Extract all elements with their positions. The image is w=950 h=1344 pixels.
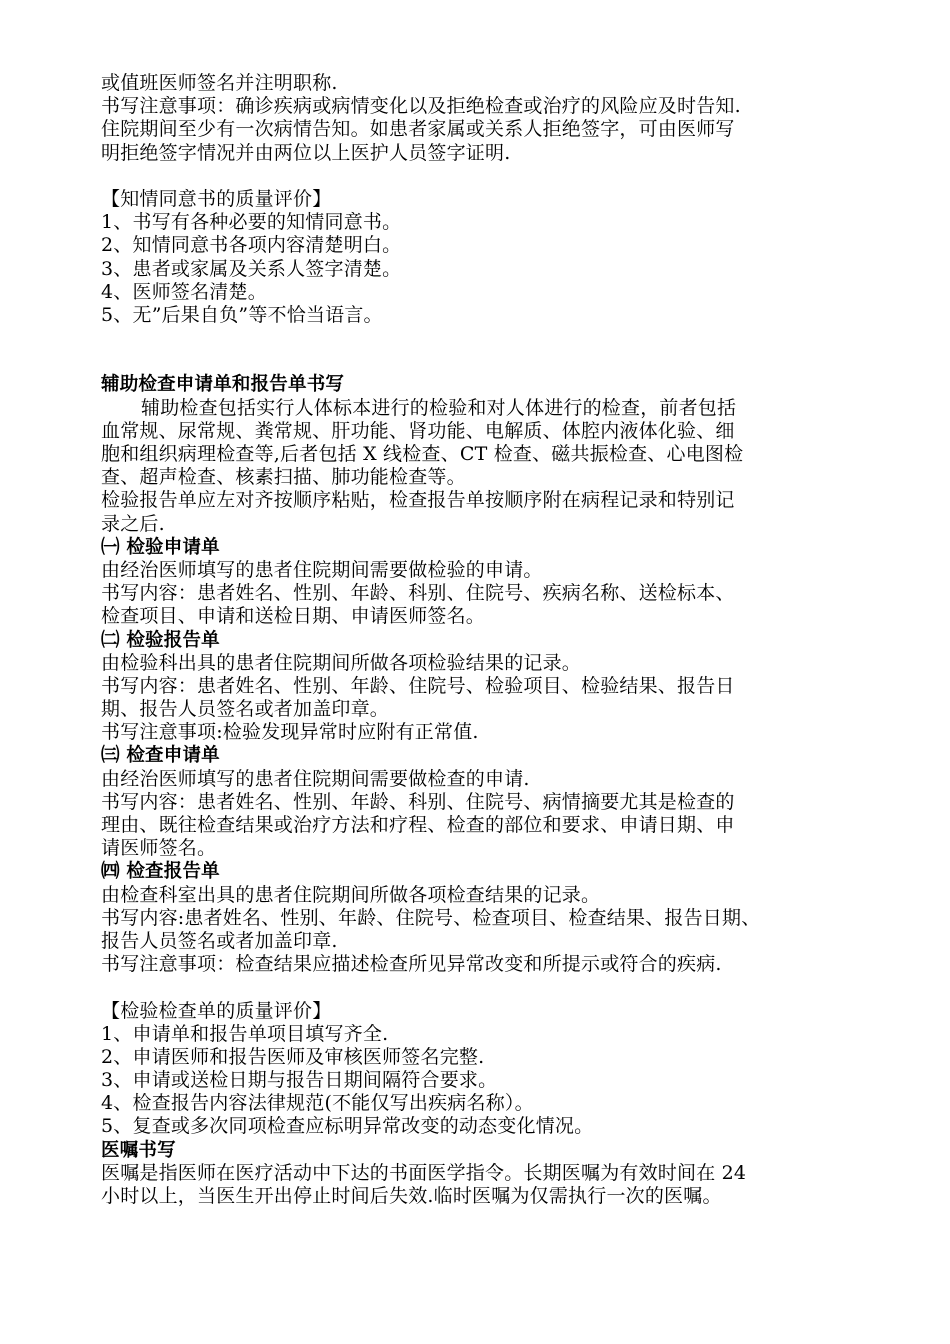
section-heading: ㈠ 检验申请单	[101, 536, 220, 558]
text-line: 血常规、尿常规、粪常规、肝功能、肾功能、电解质、体腔内液体化验、细	[101, 419, 735, 442]
text-line: 由检验科出具的患者住院期间所做各项检验结果的记录。	[101, 651, 582, 674]
text-line: 1、申请单和报告单项目填写齐全.	[101, 1022, 389, 1045]
text-line: 书写注意事项:检验发现异常时应附有正常值.	[101, 721, 479, 744]
section-heading: ㈢ 检查申请单	[101, 745, 220, 767]
text-line: 3、申请或送检日期与报告日期间隔符合要求。	[101, 1069, 498, 1092]
text-line: 检验报告单应左对齐按顺序粘贴，检查报告单按顺序附在病程记录和特别记	[101, 489, 735, 512]
section-heading: ㈡ 检验报告单	[101, 629, 220, 651]
text-line: 3、患者或家属及关系人签字清楚。	[101, 257, 402, 280]
text-line: 或值班医师签名并注明职称.	[101, 72, 338, 94]
text-line: 期、报告人员签名或者加盖印章。	[101, 698, 390, 721]
text-line: 5、复查或多次同项检查应标明异常改变的动态变化情况。	[101, 1115, 594, 1138]
text-line: 书写内容:患者姓名、性别、年龄、住院号、检查项目、检查结果、报告日期、	[101, 906, 761, 929]
text-line: 胞和组织病理检查等,后者包括 X 线检查、CT 检查、磁共振检查、心电图检	[101, 443, 744, 465]
text-line: 2、知情同意书各项内容清楚明白。	[101, 234, 402, 257]
text-line: 住院期间至少有一次病情告知。如患者家属或关系人拒绝签字，可由医师写	[101, 118, 735, 141]
blank-line	[101, 976, 871, 999]
text-line: 书写内容：患者姓名、性别、年龄、科别、住院号、病情摘要尤其是检查的	[101, 790, 735, 813]
text-line: 4、医师签名清楚。	[101, 280, 267, 303]
text-line: 由经治医师填写的患者住院期间需要做检查的申请.	[101, 767, 530, 790]
section-heading: ㈣ 检查报告单	[101, 861, 220, 883]
text-line: 明拒绝签字情况并由两位以上医护人员签字证明.	[101, 141, 511, 164]
text-line: 医嘱是指医师在医疗活动中下达的书面医学指令。长期医嘱为有效时间在 24	[101, 1161, 747, 1184]
text-line: 辅助检查包括实行人体标本进行的检验和对人体进行的检查，前者包括	[141, 396, 737, 419]
text-line: 由检查科室出具的患者住院期间所做各项检查结果的记录。	[101, 883, 601, 906]
blank-line	[101, 350, 871, 373]
text-line: 2、申请医师和报告医师及审核医师签名完整.	[101, 1045, 485, 1068]
blank-line	[101, 327, 871, 350]
text-line: 小时以上，当医生开出停止时间后失效.临时医嘱为仅需执行一次的医嘱。	[101, 1185, 722, 1207]
text-line: 由经治医师填写的患者住院期间需要做检验的申请。	[101, 558, 543, 581]
text-line: 1、书写有各种必要的知情同意书。	[101, 211, 402, 234]
text-line: 4、检查报告内容法律规范(不能仅写出疾病名称）。	[101, 1092, 534, 1115]
text-line: 书写注意事项：检查结果应描述检查所见异常改变和所提示或符合的疾病.	[101, 953, 722, 976]
text-line: 【检验检查单的质量评价】	[101, 999, 332, 1022]
text-line: 5、无”后果自负”等不恰当语言。	[101, 303, 383, 326]
text-line: 书写内容：患者姓名、性别、年龄、科别、住院号、疾病名称、送检标本、	[101, 582, 735, 605]
blank-line	[101, 165, 871, 188]
text-line: 书写内容：患者姓名、性别、年龄、住院号、检验项目、检验结果、报告日	[101, 674, 735, 697]
text-line: 录之后.	[101, 512, 165, 535]
text-line: 书写注意事项：确诊疾病或病情变化以及拒绝检查或治疗的风险应及时告知.	[101, 95, 741, 118]
section-heading: 医嘱书写	[101, 1139, 176, 1161]
text-line: 【知情同意书的质量评价】	[101, 187, 332, 210]
text-line: 查、超声检查、核素扫描、肺功能检查等。	[101, 466, 466, 489]
text-line: 检查项目、申请和送检日期、申请医师签名。	[101, 605, 486, 628]
text-line: 报告人员签名或者加盖印章.	[101, 929, 338, 952]
document-page	[101, 72, 871, 1208]
section-heading: 辅助检查申请单和报告单书写	[101, 374, 345, 396]
text-line: 理由、既往检查结果或治疗方法和疗程、检查的部位和要求、申请日期、申	[101, 814, 735, 836]
text-line: 请医师签名。	[101, 837, 217, 860]
